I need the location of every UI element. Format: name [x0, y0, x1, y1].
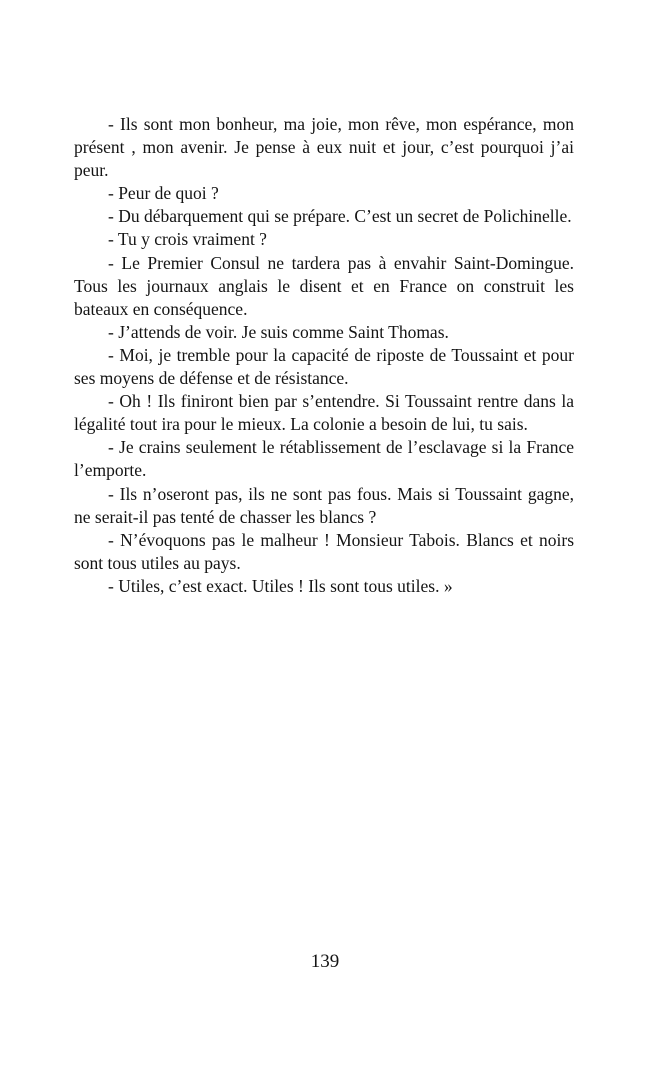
page-body-text [74, 113, 574, 598]
page-number: 139 [310, 951, 340, 972]
dialogue-paragraph: - Oh ! Ils finiront bien par s’entendre. Si Toussaint rentre dans la légalité tout ira pour le mieux. La colonie a besoin de lui, tu sais. [74, 391, 574, 435]
dialogue-paragraph: - Tu y crois vraiment ? [108, 229, 267, 250]
dialogue-paragraph: - Peur de quoi ? [108, 183, 219, 204]
dialogue-paragraph: - Ils n’oseront pas, ils ne sont pas fous. Mais si Toussaint gagne, ne serait-il pas tenté de chasser les blancs ? [74, 483, 574, 527]
dialogue-paragraph: - J’attends de voir. Je suis comme Saint Thomas. [108, 321, 449, 342]
dialogue-paragraph: - Moi, je tremble pour la capacité de riposte de Toussaint et pour ses moyens de défense et de résistance. [74, 344, 574, 389]
dialogue-paragraph: - Du débarquement qui se prépare. C’est un secret de Polichinelle. [108, 206, 572, 227]
dialogue-paragraph: - Je crains seulement le rétablissement de l’esclavage si la France l’emporte. [74, 437, 574, 481]
dialogue-paragraph: - Utiles, c’est exact. Utiles ! Ils sont tous utiles. » [108, 575, 453, 596]
dialogue-paragraph: - N’évoquons pas le malheur ! Monsieur Tabois. Blancs et noirs sont tous utiles au pays. [74, 529, 574, 573]
dialogue-paragraph: - Ils sont mon bonheur, ma joie, mon rêve, mon espérance, mon présent , mon avenir. Je pense à eux nuit et jour, c’est pourquoi j’ai peur. [74, 114, 574, 181]
dialogue-paragraph: - Le Premier Consul ne tardera pas à envahir Saint-Domingue. Tous les journaux anglais le disent et en France on construit les bateaux en conséquence. [74, 252, 574, 319]
